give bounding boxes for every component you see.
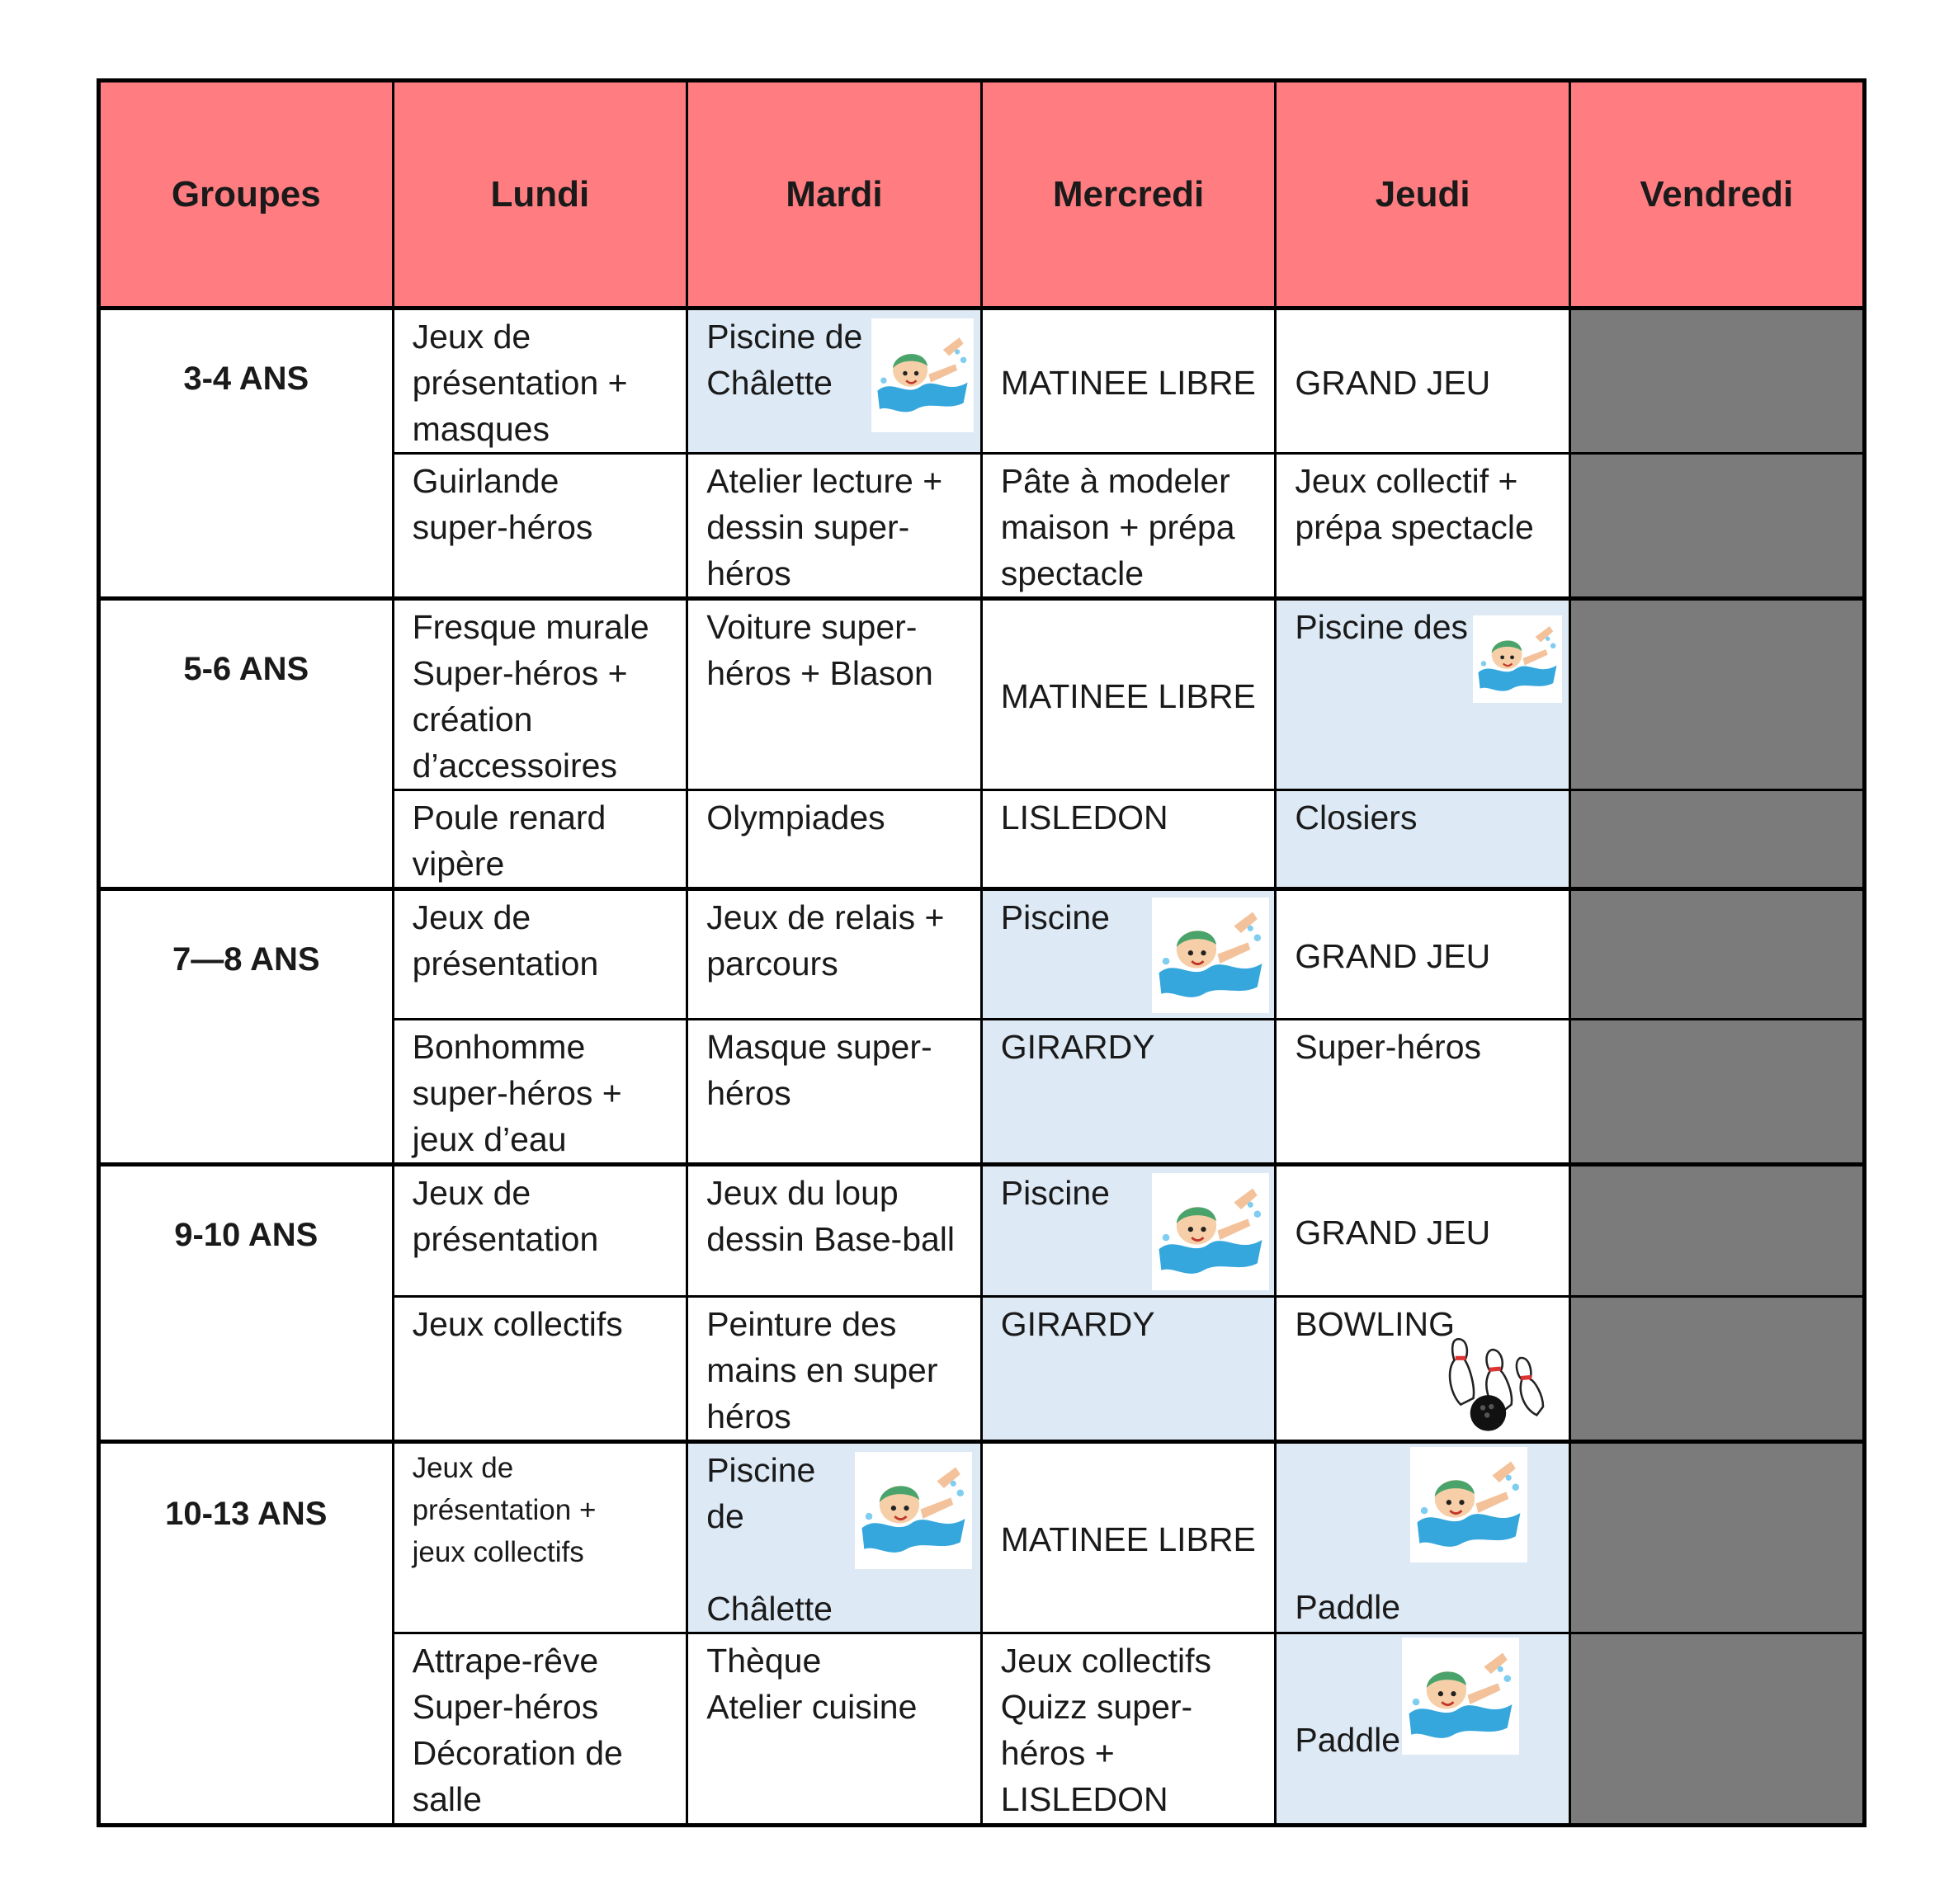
cell-text-line: LISLEDON bbox=[1000, 799, 1168, 837]
cell-text-line: parcours bbox=[706, 945, 838, 983]
cell-text-line: héros bbox=[706, 554, 791, 592]
cell-jeudi bbox=[1276, 1442, 1570, 1633]
cell-text-line: Décoration de bbox=[412, 1734, 623, 1772]
cell-mardi bbox=[687, 309, 982, 454]
cell-text-line: Voiture super- bbox=[706, 608, 918, 646]
group-label-text: 10-13 ANS bbox=[165, 1496, 328, 1532]
cell-jeudi bbox=[1276, 599, 1570, 790]
cell-text-line: GRAND JEU bbox=[1295, 364, 1491, 402]
cell-text-line: Poule renard bbox=[412, 799, 606, 837]
cell-text-line: présentation bbox=[412, 945, 599, 983]
group-label-text: 3-4 ANS bbox=[183, 361, 309, 397]
cell-text-line: Paddle bbox=[1295, 1721, 1401, 1759]
cell-text-line: de bbox=[706, 1497, 744, 1535]
cell-text-line: présentation bbox=[412, 1220, 599, 1258]
cell-text-line: héros + Blason bbox=[706, 654, 933, 692]
cell-text-line: Bonhomme bbox=[412, 1028, 586, 1066]
swimmer-icon bbox=[1473, 615, 1562, 703]
cell-text-line: Piscine bbox=[706, 1451, 816, 1489]
cell-mercredi bbox=[981, 1165, 1276, 1297]
cell-text-line: Super-héros bbox=[1295, 1028, 1481, 1066]
cell-mardi bbox=[687, 454, 982, 599]
cell-text-line: LISLEDON bbox=[1000, 1780, 1168, 1818]
cell-lundi bbox=[393, 790, 687, 889]
cell-text-line: héros bbox=[706, 1397, 791, 1435]
cell-lundi bbox=[393, 309, 687, 454]
cell-lundi bbox=[393, 1297, 687, 1442]
cell-text-line: héros bbox=[706, 1074, 791, 1112]
cell-text-line: d’accessoires bbox=[412, 747, 617, 785]
cell-text-line: Atelier lecture + bbox=[706, 462, 943, 500]
cell-text-line: Châlette bbox=[706, 1590, 833, 1628]
cell-text-line: Jeux collectif + bbox=[1295, 462, 1518, 500]
cell-text-line: héros + bbox=[1000, 1734, 1115, 1772]
cell-mercredi bbox=[981, 599, 1276, 790]
group-label-7-8 bbox=[99, 889, 394, 1165]
cell-vendredi bbox=[1569, 599, 1864, 790]
cell-text-line: Jeux de bbox=[412, 898, 531, 936]
cell-text-line: Super-héros + bbox=[412, 654, 628, 692]
header-mercredi: Mercredi bbox=[981, 81, 1276, 309]
cell-lundi bbox=[393, 1442, 687, 1633]
cell-lundi bbox=[393, 1020, 687, 1165]
cell-text-line: Guirlande bbox=[412, 462, 559, 500]
cell-vendredi bbox=[1569, 1020, 1864, 1165]
cell-mardi bbox=[687, 1633, 982, 1826]
cell-text-line: présentation + bbox=[412, 364, 628, 402]
table-row bbox=[99, 889, 1865, 1020]
swimmer-icon bbox=[1152, 898, 1269, 1013]
cell-mercredi bbox=[981, 889, 1276, 1020]
header-jeudi: Jeudi bbox=[1276, 81, 1570, 309]
group-label-10-13 bbox=[99, 1442, 394, 1826]
group-label-5-6 bbox=[99, 599, 394, 889]
cell-mercredi bbox=[981, 309, 1276, 454]
header-vendredi: Vendredi bbox=[1569, 81, 1864, 309]
cell-text-line: présentation + bbox=[412, 1494, 597, 1526]
cell-text-line: Atelier cuisine bbox=[706, 1688, 918, 1726]
cell-text-line: GRAND JEU bbox=[1295, 1214, 1491, 1251]
cell-text-line: Thèque bbox=[706, 1642, 822, 1680]
cell-text-line: Jeux de bbox=[412, 1174, 531, 1212]
cell-text-line: salle bbox=[412, 1780, 482, 1818]
cell-text-line: Jeux de relais + bbox=[706, 898, 945, 936]
cell-text-line: Piscine des bbox=[1295, 608, 1469, 646]
cell-text-line: Pâte à modeler bbox=[1000, 462, 1230, 500]
table-row bbox=[99, 1442, 1865, 1633]
group-label-3-4 bbox=[99, 309, 394, 599]
cell-lundi bbox=[393, 454, 687, 599]
cell-vendredi bbox=[1569, 889, 1864, 1020]
cell-text-line: création bbox=[412, 700, 533, 738]
cell-text-line: vipère bbox=[412, 845, 505, 883]
cell-mercredi bbox=[981, 790, 1276, 889]
cell-mercredi bbox=[981, 1633, 1276, 1826]
header-row bbox=[99, 81, 1865, 309]
cell-text-line: Quizz super- bbox=[1000, 1688, 1193, 1726]
group-label-text: 9-10 ANS bbox=[174, 1217, 319, 1253]
cell-text-line: Peinture des bbox=[706, 1305, 897, 1343]
swimmer-icon bbox=[1410, 1447, 1527, 1562]
cell-mardi bbox=[687, 889, 982, 1020]
cell-text-line: masques bbox=[412, 410, 550, 448]
table-row bbox=[99, 1165, 1865, 1297]
cell-vendredi bbox=[1569, 454, 1864, 599]
cell-mardi bbox=[687, 790, 982, 889]
cell-jeudi bbox=[1276, 454, 1570, 599]
cell-text-line: Paddle bbox=[1295, 1588, 1401, 1626]
cell-vendredi bbox=[1569, 1442, 1864, 1633]
cell-text-line: Closiers bbox=[1295, 799, 1418, 837]
header-lundi: Lundi bbox=[393, 81, 687, 309]
cell-lundi bbox=[393, 889, 687, 1020]
cell-jeudi bbox=[1276, 309, 1570, 454]
cell-mercredi bbox=[981, 1297, 1276, 1442]
cell-lundi bbox=[393, 599, 687, 790]
cell-text-line: Piscine de bbox=[706, 318, 863, 356]
cell-text-line: Masque super- bbox=[706, 1028, 932, 1066]
cell-text-line: Jeux collectifs bbox=[1000, 1642, 1211, 1680]
schedule-table bbox=[97, 78, 1867, 1827]
cell-text-line: GIRARDY bbox=[1000, 1305, 1155, 1343]
cell-text-line: dessin super- bbox=[706, 508, 910, 546]
cell-lundi bbox=[393, 1165, 687, 1297]
cell-mardi bbox=[687, 1165, 982, 1297]
header-mardi: Mardi bbox=[687, 81, 982, 309]
cell-mardi bbox=[687, 1020, 982, 1165]
table-row bbox=[99, 309, 1865, 454]
cell-text-line: jeux collectifs bbox=[412, 1536, 584, 1568]
swimmer-icon bbox=[1152, 1173, 1269, 1290]
cell-mercredi bbox=[981, 1442, 1276, 1633]
cell-jeudi bbox=[1276, 790, 1570, 889]
swimmer-icon bbox=[1402, 1638, 1519, 1755]
cell-text-line: Jeux de bbox=[412, 318, 531, 356]
cell-mardi bbox=[687, 599, 982, 790]
cell-text-line: maison + prépa bbox=[1000, 508, 1235, 546]
cell-lundi bbox=[393, 1633, 687, 1826]
table-row bbox=[99, 599, 1865, 790]
cell-vendredi bbox=[1569, 790, 1864, 889]
cell-text-line: Piscine bbox=[1000, 898, 1110, 936]
cell-text-line: jeux d’eau bbox=[412, 1120, 567, 1158]
cell-jeudi bbox=[1276, 1020, 1570, 1165]
cell-mercredi bbox=[981, 1020, 1276, 1165]
cell-mercredi bbox=[981, 454, 1276, 599]
cell-text-line: Olympiades bbox=[706, 799, 885, 837]
group-label-9-10 bbox=[99, 1165, 394, 1442]
cell-vendredi bbox=[1569, 309, 1864, 454]
cell-vendredi bbox=[1569, 1165, 1864, 1297]
cell-jeudi bbox=[1276, 1633, 1570, 1826]
cell-text-line: Fresque murale bbox=[412, 608, 649, 646]
cell-text-line: Piscine bbox=[1000, 1174, 1110, 1212]
swimmer-icon bbox=[871, 318, 974, 432]
group-label-text: 5-6 ANS bbox=[183, 651, 309, 687]
cell-text-line: BOWLING bbox=[1295, 1305, 1456, 1343]
cell-text-line: prépa spectacle bbox=[1295, 508, 1534, 546]
cell-text-line: MATINEE LIBRE bbox=[1000, 677, 1256, 715]
cell-text-line: MATINEE LIBRE bbox=[1000, 1520, 1256, 1558]
cell-mardi bbox=[687, 1297, 982, 1442]
cell-text-line: Jeux de bbox=[412, 1452, 514, 1484]
cell-text-line: Jeux du loup bbox=[706, 1174, 899, 1212]
cell-text-line: GIRARDY bbox=[1000, 1028, 1155, 1066]
cell-jeudi bbox=[1276, 889, 1570, 1020]
cell-vendredi bbox=[1569, 1297, 1864, 1442]
group-label-text: 7—8 ANS bbox=[172, 941, 320, 978]
cell-text-line: super-héros + bbox=[412, 1074, 622, 1112]
cell-jeudi bbox=[1276, 1165, 1570, 1297]
cell-text-line: spectacle bbox=[1000, 554, 1144, 592]
cell-vendredi bbox=[1569, 1633, 1864, 1826]
cell-text-line: dessin Base-ball bbox=[706, 1220, 956, 1258]
cell-text-line: mains en super bbox=[706, 1351, 938, 1389]
swimmer-icon bbox=[855, 1452, 972, 1569]
header-groupes: Groupes bbox=[99, 81, 394, 309]
cell-text-line: Super-héros bbox=[412, 1688, 599, 1726]
cell-text-line: Jeux collectifs bbox=[412, 1305, 623, 1343]
cell-text-line: MATINEE LIBRE bbox=[1000, 364, 1256, 402]
cell-mardi bbox=[687, 1442, 982, 1633]
bowling-icon bbox=[1420, 1331, 1560, 1436]
cell-text-line: Châlette bbox=[706, 364, 833, 402]
cell-text-line: Attrape-rêve bbox=[412, 1642, 599, 1680]
cell-text-line: GRAND JEU bbox=[1295, 937, 1491, 975]
cell-text-line: super-héros bbox=[412, 508, 593, 546]
cell-jeudi bbox=[1276, 1297, 1570, 1442]
